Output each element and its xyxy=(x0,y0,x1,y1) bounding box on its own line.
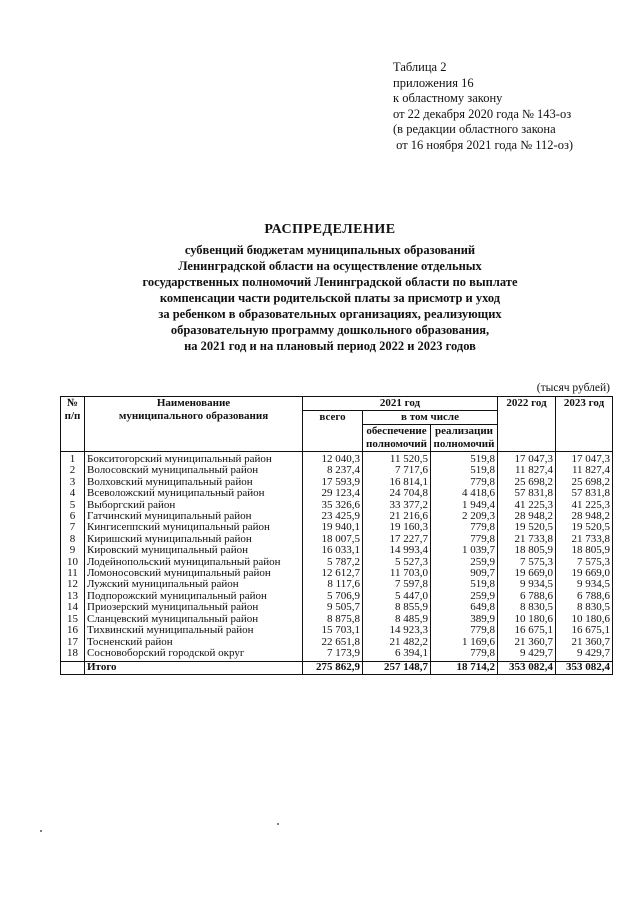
row-name: Кировский муниципальный район xyxy=(85,545,303,556)
row-name: Сланцевский муниципальный район xyxy=(85,614,303,625)
row-total: 15 703,1 xyxy=(303,625,363,636)
table-row xyxy=(61,568,613,579)
row-total: 8 117,6 xyxy=(303,579,363,590)
totals-row xyxy=(61,662,613,674)
row-number: 14 xyxy=(61,602,85,613)
row-2022: 21 360,7 xyxy=(498,637,556,648)
row-support: 24 704,8 xyxy=(363,488,431,499)
table-row xyxy=(61,452,613,466)
row-support: 21 216,6 xyxy=(363,511,431,522)
row-support: 11 520,5 xyxy=(363,452,431,466)
table-row xyxy=(61,614,613,625)
row-number: 7 xyxy=(61,522,85,533)
row-2022: 25 698,2 xyxy=(498,477,556,488)
row-total: 17 593,9 xyxy=(303,477,363,488)
row-implementation: 389,9 xyxy=(431,614,498,625)
row-support: 6 394,1 xyxy=(363,648,431,662)
distribution-table xyxy=(60,396,613,675)
row-2023: 11 827,4 xyxy=(556,465,613,476)
col-header-number: № п/п xyxy=(61,397,85,452)
row-total: 8 875,8 xyxy=(303,614,363,625)
row-support: 17 227,7 xyxy=(363,534,431,545)
row-implementation: 779,8 xyxy=(431,522,498,533)
totals-total: 275 862,9 xyxy=(303,662,363,674)
row-name: Волховский муниципальный район xyxy=(85,477,303,488)
row-2023: 19 520,5 xyxy=(556,522,613,533)
row-2022: 57 831,8 xyxy=(498,488,556,499)
row-2023: 19 669,0 xyxy=(556,568,613,579)
row-name: Сосновоборский городской округ xyxy=(85,648,303,662)
row-implementation: 779,8 xyxy=(431,625,498,636)
row-support: 33 377,2 xyxy=(363,500,431,511)
row-name: Подпорожский муниципальный район xyxy=(85,591,303,602)
scan-speck xyxy=(40,830,42,832)
row-total: 23 425,9 xyxy=(303,511,363,522)
row-support: 8 485,9 xyxy=(363,614,431,625)
document-subtitle: субвенций бюджетам муниципальных образований Ленинградской области на осуществление отдельных государственных полномочий Ленинградской области по выплате компенсации части родительской платы за присмотр и уход за ребенком в образовательных организациях, реализующих образовательную программу дошкольного образования, на 2021 год и на плановый период 2022 и 2023 годов xyxy=(142,243,518,353)
totals-support: 257 148,7 xyxy=(363,662,431,674)
row-name: Приозерский муниципальный район xyxy=(85,602,303,613)
table-row xyxy=(61,465,613,476)
row-2023: 57 831,8 xyxy=(556,488,613,499)
row-number: 11 xyxy=(61,568,85,579)
row-implementation: 779,8 xyxy=(431,534,498,545)
row-support: 7 717,6 xyxy=(363,465,431,476)
row-support: 16 814,1 xyxy=(363,477,431,488)
row-implementation: 2 209,3 xyxy=(431,511,498,522)
row-2022: 19 669,0 xyxy=(498,568,556,579)
row-total: 5 787,2 xyxy=(303,557,363,568)
row-implementation: 1 169,6 xyxy=(431,637,498,648)
row-2022: 6 788,6 xyxy=(498,591,556,602)
table-row xyxy=(61,500,613,511)
row-implementation: 909,7 xyxy=(431,568,498,579)
row-name: Ломоносовский муниципальный район xyxy=(85,568,303,579)
row-number: 12 xyxy=(61,579,85,590)
row-support: 11 703,0 xyxy=(363,568,431,579)
row-2023: 9 934,5 xyxy=(556,579,613,590)
row-2023: 21 733,8 xyxy=(556,534,613,545)
row-support: 14 993,4 xyxy=(363,545,431,556)
row-name: Лужский муниципальный район xyxy=(85,579,303,590)
row-2023: 41 225,3 xyxy=(556,500,613,511)
row-number: 9 xyxy=(61,545,85,556)
col-header-2023: 2023 год xyxy=(556,397,613,452)
row-name: Бокситогорский муниципальный район xyxy=(85,452,303,466)
row-number: 4 xyxy=(61,488,85,499)
row-implementation: 779,8 xyxy=(431,648,498,662)
document-title-block xyxy=(20,222,640,354)
table-row xyxy=(61,477,613,488)
row-total: 19 940,1 xyxy=(303,522,363,533)
row-2023: 6 788,6 xyxy=(556,591,613,602)
totals-number-cell xyxy=(61,662,85,674)
row-total: 18 007,5 xyxy=(303,534,363,545)
row-implementation: 779,8 xyxy=(431,477,498,488)
row-2023: 9 429,7 xyxy=(556,648,613,662)
row-2022: 7 575,3 xyxy=(498,557,556,568)
row-2022: 9 429,7 xyxy=(498,648,556,662)
row-2022: 28 948,2 xyxy=(498,511,556,522)
document-title: РАСПРЕДЕЛЕНИЕ xyxy=(264,222,396,237)
row-number: 18 xyxy=(61,648,85,662)
row-2022: 18 805,9 xyxy=(498,545,556,556)
row-number: 8 xyxy=(61,534,85,545)
row-support: 19 160,3 xyxy=(363,522,431,533)
row-2022: 41 225,3 xyxy=(498,500,556,511)
col-header-2022: 2022 год xyxy=(498,397,556,452)
row-number: 13 xyxy=(61,591,85,602)
row-2023: 28 948,2 xyxy=(556,511,613,522)
row-implementation: 259,9 xyxy=(431,591,498,602)
col-header-total: всего xyxy=(303,411,363,452)
row-2022: 19 520,5 xyxy=(498,522,556,533)
row-2022: 17 047,3 xyxy=(498,452,556,466)
totals-2023: 353 082,4 xyxy=(556,662,613,674)
table-row xyxy=(61,511,613,522)
row-implementation: 1 039,7 xyxy=(431,545,498,556)
row-support: 5 447,0 xyxy=(363,591,431,602)
row-2023: 18 805,9 xyxy=(556,545,613,556)
row-2023: 7 575,3 xyxy=(556,557,613,568)
table-row xyxy=(61,625,613,636)
row-number: 6 xyxy=(61,511,85,522)
row-number: 17 xyxy=(61,637,85,648)
row-name: Выборгский район xyxy=(85,500,303,511)
row-total: 8 237,4 xyxy=(303,465,363,476)
row-total: 16 033,1 xyxy=(303,545,363,556)
table-row xyxy=(61,648,613,662)
row-number: 2 xyxy=(61,465,85,476)
row-number: 10 xyxy=(61,557,85,568)
row-support: 14 923,3 xyxy=(363,625,431,636)
row-implementation: 259,9 xyxy=(431,557,498,568)
totals-implementation: 18 714,2 xyxy=(431,662,498,674)
row-implementation: 4 418,6 xyxy=(431,488,498,499)
row-total: 22 651,8 xyxy=(303,637,363,648)
row-2022: 16 675,1 xyxy=(498,625,556,636)
row-implementation: 519,8 xyxy=(431,465,498,476)
scan-speck xyxy=(277,823,279,825)
col-header-name: Наименование муниципального образования xyxy=(85,397,303,452)
col-header-implementation: реализации полномочий xyxy=(431,425,498,452)
row-2023: 8 830,5 xyxy=(556,602,613,613)
row-name: Тихвинский муниципальный район xyxy=(85,625,303,636)
table-row xyxy=(61,545,613,556)
table-row xyxy=(61,522,613,533)
row-total: 35 326,6 xyxy=(303,500,363,511)
table-row xyxy=(61,557,613,568)
row-name: Всеволожский муниципальный район xyxy=(85,488,303,499)
totals-2022: 353 082,4 xyxy=(498,662,556,674)
row-2023: 17 047,3 xyxy=(556,452,613,466)
units-label: (тысяч рублей) xyxy=(536,382,610,394)
table-row xyxy=(61,637,613,648)
row-2022: 8 830,5 xyxy=(498,602,556,613)
row-total: 29 123,4 xyxy=(303,488,363,499)
table-row xyxy=(61,602,613,613)
row-name: Тосненский район xyxy=(85,637,303,648)
row-support: 21 482,2 xyxy=(363,637,431,648)
row-2023: 10 180,6 xyxy=(556,614,613,625)
row-number: 3 xyxy=(61,477,85,488)
row-implementation: 1 949,4 xyxy=(431,500,498,511)
row-total: 5 706,9 xyxy=(303,591,363,602)
row-implementation: 519,8 xyxy=(431,579,498,590)
row-2022: 9 934,5 xyxy=(498,579,556,590)
row-total: 9 505,7 xyxy=(303,602,363,613)
row-name: Лодейнопольский муниципальный район xyxy=(85,557,303,568)
totals-label: Итого xyxy=(85,662,303,674)
row-2023: 21 360,7 xyxy=(556,637,613,648)
row-number: 16 xyxy=(61,625,85,636)
row-2023: 16 675,1 xyxy=(556,625,613,636)
table-body xyxy=(61,452,613,662)
col-header-support: обеспечение полномочий xyxy=(363,425,431,452)
row-implementation: 649,8 xyxy=(431,602,498,613)
row-number: 1 xyxy=(61,452,85,466)
row-implementation: 519,8 xyxy=(431,452,498,466)
row-name: Киришский муниципальный район xyxy=(85,534,303,545)
row-2022: 21 733,8 xyxy=(498,534,556,545)
table-row xyxy=(61,534,613,545)
table-row xyxy=(61,579,613,590)
row-2022: 11 827,4 xyxy=(498,465,556,476)
row-support: 5 527,3 xyxy=(363,557,431,568)
row-2022: 10 180,6 xyxy=(498,614,556,625)
row-number: 5 xyxy=(61,500,85,511)
col-header-including: в том числе xyxy=(363,411,498,425)
appendix-note: Таблица 2 приложения 16 к областному закону от 22 декабря 2020 года № 143-оз (в редакции областного закона от 16 ноября 2021 года № 112-оз) xyxy=(393,60,574,152)
row-total: 7 173,9 xyxy=(303,648,363,662)
row-name: Волосовский муниципальный район xyxy=(85,465,303,476)
row-total: 12 040,3 xyxy=(303,452,363,466)
row-total: 12 612,7 xyxy=(303,568,363,579)
row-support: 7 597,8 xyxy=(363,579,431,590)
col-header-2021: 2021 год xyxy=(303,397,498,411)
row-name: Кингисеппский муниципальный район xyxy=(85,522,303,533)
row-number: 15 xyxy=(61,614,85,625)
table-row xyxy=(61,488,613,499)
row-name: Гатчинский муниципальный район xyxy=(85,511,303,522)
row-2023: 25 698,2 xyxy=(556,477,613,488)
table-row xyxy=(61,591,613,602)
row-support: 8 855,9 xyxy=(363,602,431,613)
